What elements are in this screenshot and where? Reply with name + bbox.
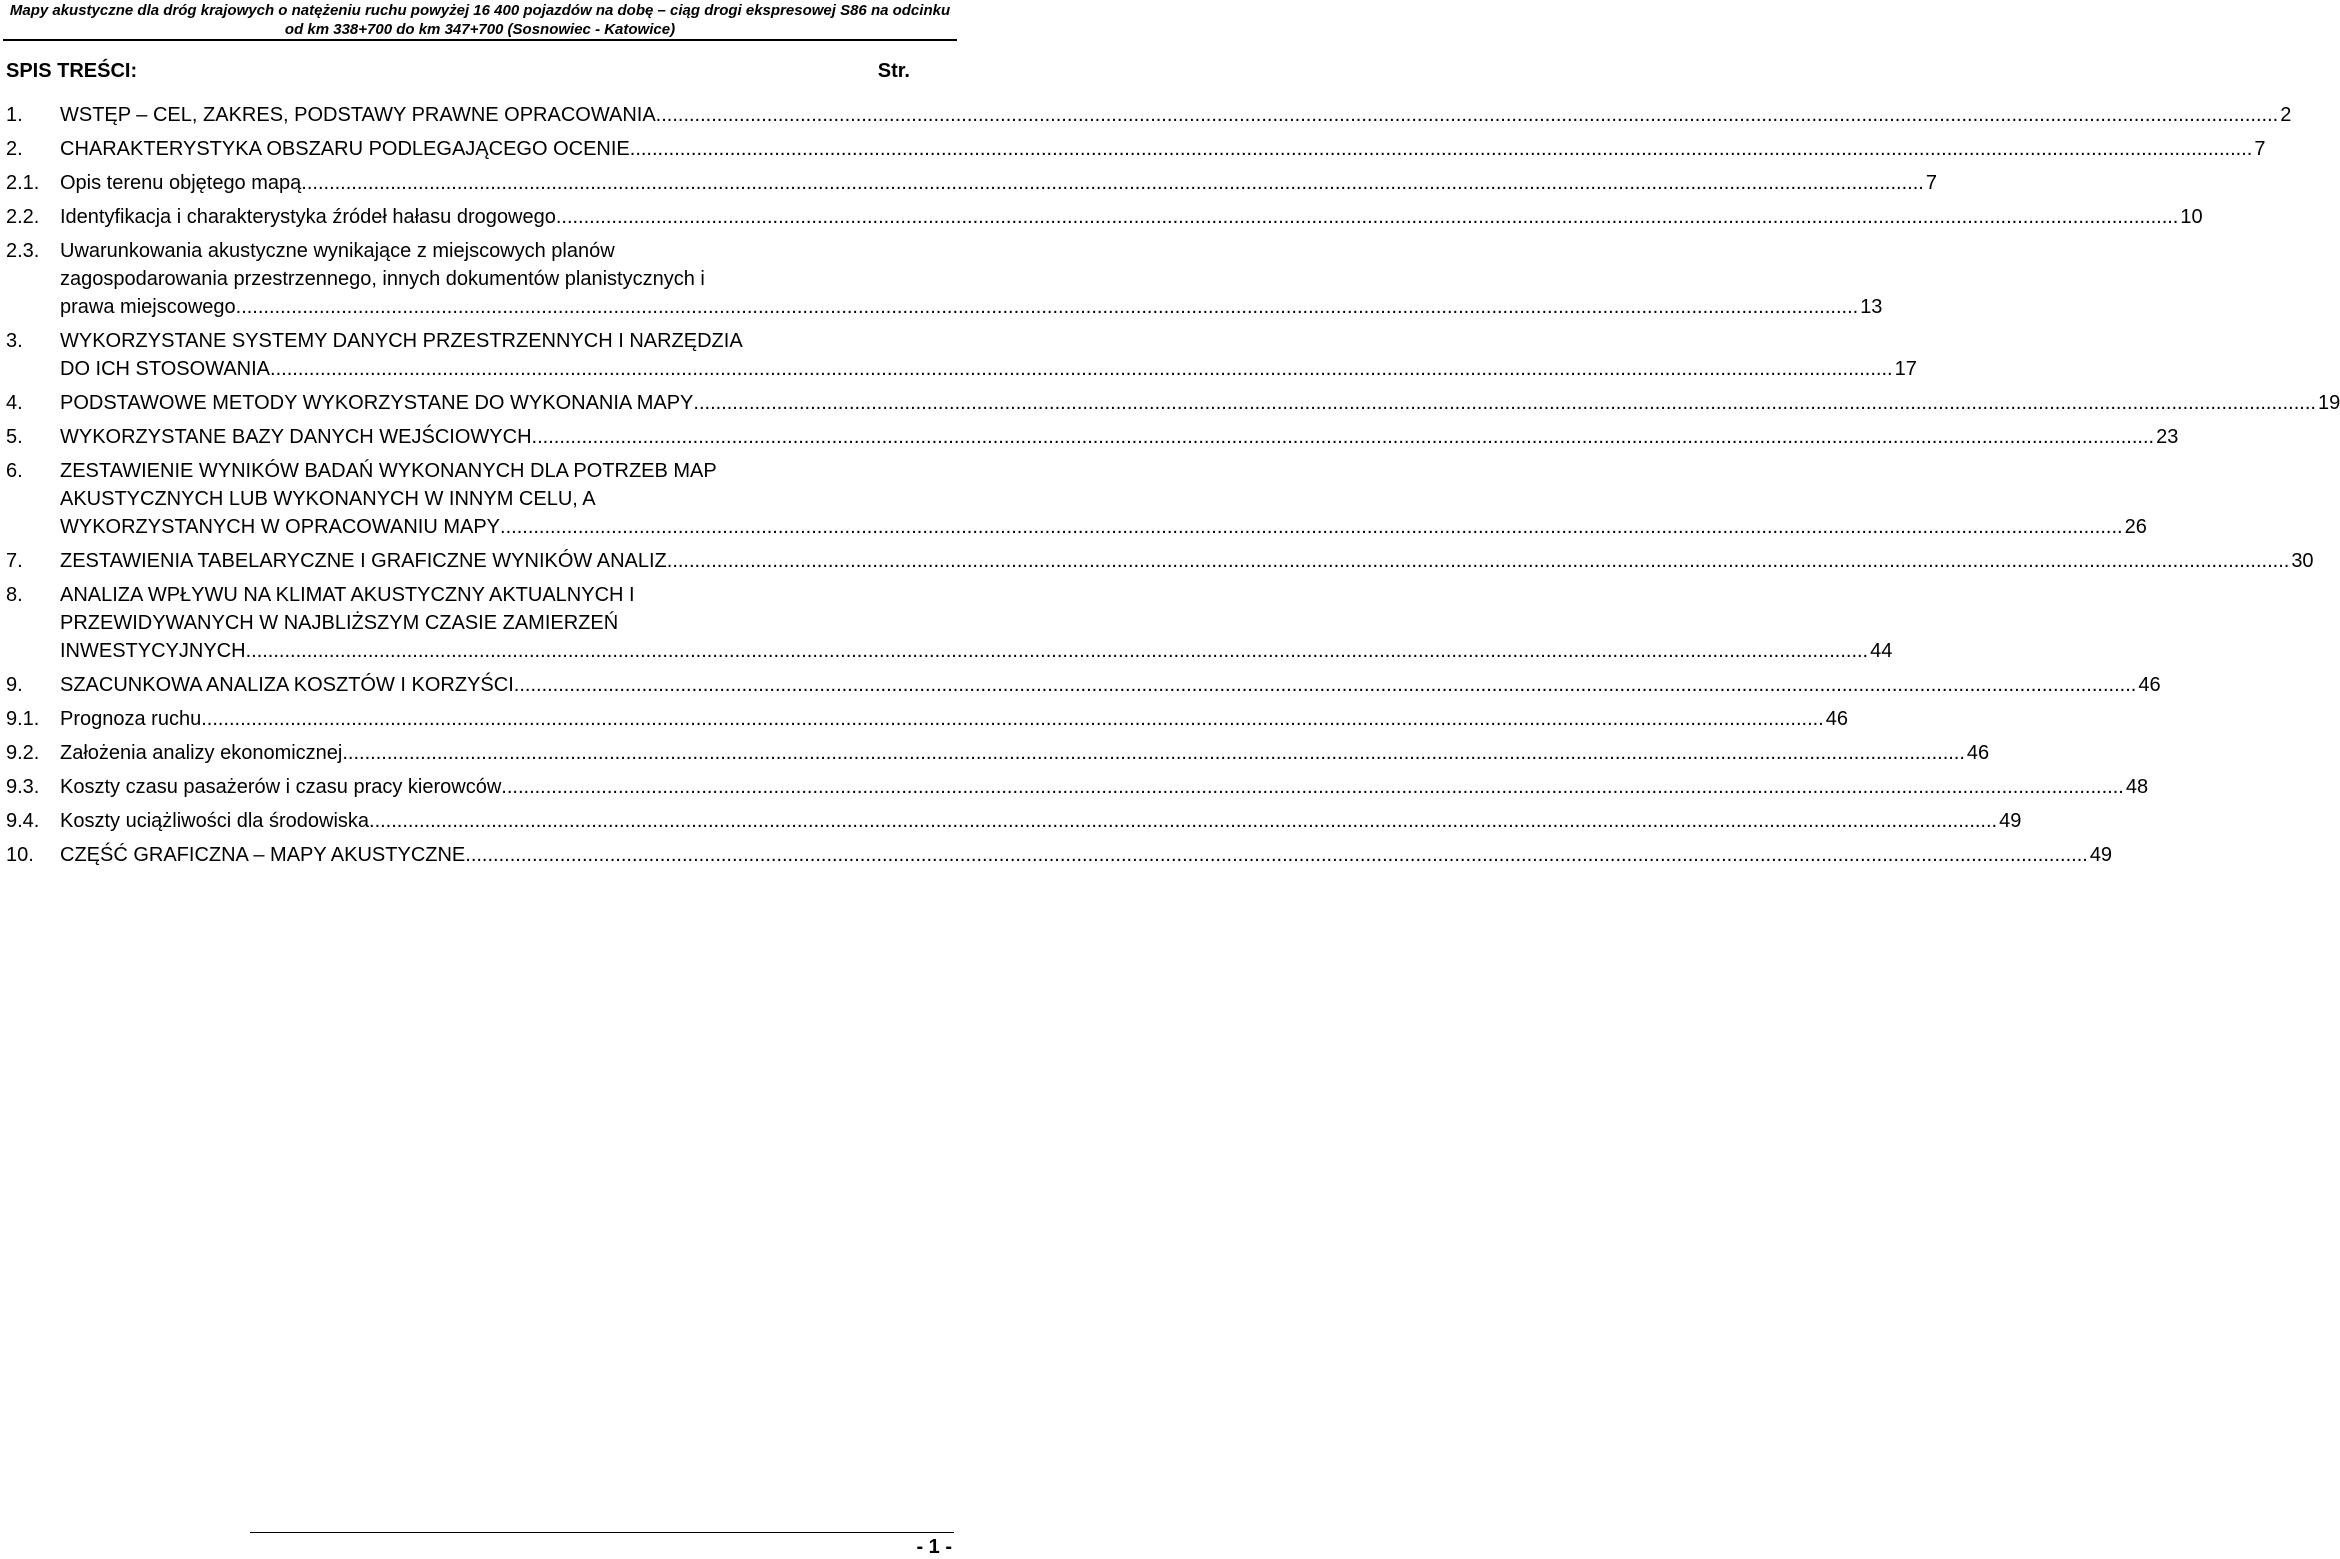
toc-entry-page: 49 — [1999, 810, 2022, 832]
toc-entry-title: DO ICH STOSOWANIA — [60, 358, 271, 380]
toc-entry-body — [60, 841, 2113, 869]
toc-entry-body — [60, 671, 2161, 699]
dot-leader — [375, 807, 1998, 835]
toc-entry-leader-line — [60, 389, 2340, 417]
toc-entry-text-line: AKUSTYCZNYCH LUB WYKONANYCH W INNYM CELU, A — [60, 488, 596, 510]
toc-entry[interactable] — [6, 169, 1937, 197]
dot-leader — [501, 773, 2124, 801]
toc-entry[interactable] — [6, 671, 2161, 699]
toc-entry-number: 8. — [6, 584, 23, 606]
toc-entry-leader-line — [60, 169, 1937, 197]
dot-leader — [630, 135, 2253, 163]
toc-title: SPIS TREŚCI: — [6, 60, 138, 82]
toc-entry-number: 2.3. — [6, 240, 40, 262]
toc-entry-title: WSTĘP – CEL, ZAKRES, PODSTAWY PRAWNE OPRACOWANIA — [60, 104, 656, 126]
toc-entry-leader-line — [60, 293, 1883, 321]
toc-entry-page: 17 — [1894, 358, 1917, 380]
toc-entry-number: 9. — [6, 674, 23, 696]
toc-entry[interactable] — [6, 389, 2340, 417]
toc-entry-text-line: Uwarunkowania akustyczne wynikające z miejscowych planów — [60, 240, 615, 262]
toc-entry-leader-line — [60, 513, 2147, 541]
toc-entry-body — [60, 135, 2266, 163]
toc-entry-body — [60, 807, 2022, 835]
toc-entry-page: 23 — [2156, 426, 2179, 448]
running-header-line-2: od km 338+700 do km 347+700 (Sosnowiec - Katowice) — [284, 21, 676, 38]
toc-entry-page: 49 — [2089, 844, 2113, 866]
toc-entry-title: prawa miejscowego — [60, 296, 236, 318]
toc-entry-text-line: PRZEWIDYWANYCH W NAJBLIŻSZYM CZASIE ZAMIERZEŃ — [60, 612, 619, 634]
dot-leader — [667, 547, 2290, 575]
toc-entry-body — [60, 773, 2149, 801]
toc-entry-leader-line — [60, 101, 2292, 129]
toc-entry-page: 2 — [2280, 104, 2292, 126]
toc-entry-number: 10. — [6, 844, 34, 866]
toc-entry-body — [60, 547, 2314, 575]
toc-entry-title: WYKORZYSTANE BAZY DANYCH WEJŚCIOWYCH — [60, 426, 532, 448]
toc-entry-leader-line — [60, 739, 1990, 767]
toc-entry-text-line: ANALIZA WPŁYWU NA KLIMAT AKUSTYCZNY AKTUALNYCH I — [60, 584, 635, 606]
toc-entry-page: 19 — [2317, 392, 2340, 414]
toc-entry-number: 6. — [6, 460, 23, 482]
toc-entry[interactable] — [6, 101, 2292, 129]
dot-leader — [514, 671, 2137, 699]
toc-entry-title: PODSTAWOWE METODY WYKORZYSTANE DO WYKONANIA MAPY — [60, 392, 694, 414]
dot-leader — [532, 423, 2155, 451]
toc-page-column-label: Str. — [877, 60, 910, 82]
dot-leader — [270, 355, 1893, 383]
toc-entry-page: 30 — [2291, 550, 2314, 572]
footer-divider — [250, 1532, 954, 1533]
toc-entry-leader-line — [60, 773, 2149, 801]
toc-entry-leader-line — [60, 841, 2113, 869]
toc-entry-text-line: zagospodarowania przestrzennego, innych dokumentów planistycznych i — [60, 268, 705, 290]
toc-entry-number: 2.1. — [6, 172, 40, 194]
toc-entry-title: Identyfikacja i charakterystyka źródeł hałasu drogowego — [60, 206, 556, 228]
toc-entry-title: Opis terenu objętego mapą — [60, 172, 302, 194]
toc-entry-leader-line — [60, 547, 2314, 575]
toc-entry[interactable] — [6, 841, 2113, 869]
toc-entry-number: 1. — [6, 104, 23, 126]
dot-leader — [465, 841, 2088, 869]
dot-leader — [342, 739, 1965, 767]
header-divider — [3, 39, 957, 41]
toc-entry-leader-line — [60, 203, 2203, 231]
toc-entry-body — [60, 581, 1893, 665]
toc-entry[interactable] — [6, 203, 2203, 231]
toc-entry-number: 3. — [6, 330, 23, 352]
toc-entry-page: 44 — [1870, 640, 1893, 662]
toc-entry-page: 13 — [1860, 296, 1883, 318]
toc-entry-number: 9.4. — [6, 810, 40, 832]
toc-entry-leader-line — [60, 355, 1917, 383]
toc-entry[interactable] — [6, 581, 1893, 665]
toc-entry-leader-line — [60, 671, 2161, 699]
toc-entry-number: 4. — [6, 392, 23, 414]
toc-entry-title: WYKORZYSTANYCH W OPRACOWANIU MAPY — [60, 516, 501, 538]
toc-entry-text-line: WYKORZYSTANE SYSTEMY DANYCH PRZESTRZENNYCH I NARZĘDZIA — [60, 330, 743, 352]
dot-leader — [693, 389, 2316, 417]
toc-entry-title: ZESTAWIENIA TABELARYCZNE I GRAFICZNE WYNIKÓW ANALIZ — [60, 550, 667, 572]
toc-entry-body — [60, 169, 1937, 197]
toc-entry[interactable] — [6, 327, 1917, 383]
toc-entry-text-line: ZESTAWIENIE WYNIKÓW BADAŃ WYKONANYCH DLA POTRZEB MAP — [60, 460, 717, 482]
toc-entry-leader-line — [60, 135, 2266, 163]
toc-entry-title: SZACUNKOWA ANALIZA KOSZTÓW I KORZYŚCI — [60, 674, 514, 696]
toc-entry-body — [60, 101, 2292, 129]
dot-leader — [301, 169, 1924, 197]
toc-entry[interactable] — [6, 135, 2266, 163]
toc-entry-body — [60, 327, 1917, 383]
toc-entry[interactable] — [6, 237, 1883, 321]
toc-entry-body — [60, 389, 2340, 417]
toc-entry[interactable] — [6, 423, 2179, 451]
toc-entry-leader-line — [60, 807, 2022, 835]
toc-entry-title: Koszty uciążliwości dla środowiska. — [60, 810, 375, 832]
running-header-line-1: Mapy akustyczne dla dróg krajowych o natężeniu ruchu powyżej 16 400 pojazdów na dobę – ciąg drogi ekspresowej S86 na odcinku — [9, 2, 951, 19]
toc-entry-number: 9.2. — [6, 742, 40, 764]
dot-leader — [500, 513, 2123, 541]
toc-entry-page: 46 — [2138, 674, 2161, 696]
toc-entry-number: 2.2. — [6, 206, 40, 228]
toc-entry-body — [60, 457, 2147, 541]
toc-entry-title: Założenia analizy ekonomicznej — [60, 742, 343, 764]
toc-entry-body — [60, 739, 1990, 767]
toc-entry[interactable] — [6, 457, 2147, 541]
toc-entry-leader-line — [60, 637, 1893, 665]
toc-entry-title: Prognoza ruchu — [60, 708, 202, 730]
page-number: - 1 - — [916, 1536, 952, 1558]
dot-leader — [246, 637, 1869, 665]
toc-entry-title: CZĘŚĆ GRAFICZNA – MAPY AKUSTYCZNE — [60, 844, 466, 866]
toc-entry-number: 7. — [6, 550, 23, 572]
toc-entry-title: Koszty czasu pasażerów i czasu pracy kierowców — [60, 776, 502, 798]
toc-entry-number: 9.3. — [6, 776, 40, 798]
toc-entry-page: 46 — [1825, 708, 1848, 730]
toc-entry-body — [60, 423, 2179, 451]
table-of-contents — [6, 101, 2340, 875]
dot-leader — [236, 293, 1859, 321]
toc-entry-body — [60, 237, 1883, 321]
toc-entry-page: 46 — [1966, 742, 1990, 764]
toc-entry-page: 10 — [2180, 206, 2203, 228]
toc-entry-title: INWESTYCYJNYCH — [60, 640, 246, 662]
toc-entry-number: 9.1. — [6, 708, 40, 730]
toc-entry-title: CHARAKTERYSTYKA OBSZARU PODLEGAJĄCEGO OCENIE — [60, 138, 630, 160]
dot-leader — [201, 705, 1824, 733]
dot-leader — [656, 101, 2279, 129]
toc-entry-number: 5. — [6, 426, 23, 448]
toc-entry-page: 26 — [2124, 516, 2147, 538]
toc-entry-page: 7 — [2254, 138, 2266, 160]
toc-entry-number: 2. — [6, 138, 23, 160]
toc-entry-page: 7 — [1925, 172, 1937, 194]
toc-entry-body — [60, 203, 2203, 231]
toc-entry-page: 48 — [2125, 776, 2149, 798]
toc-entry-body — [60, 705, 1848, 733]
toc-entry-leader-line — [60, 705, 1848, 733]
toc-entry[interactable] — [6, 807, 2022, 835]
toc-entry[interactable] — [6, 705, 1848, 733]
toc-entry[interactable] — [6, 547, 2314, 575]
toc-entry[interactable] — [6, 773, 2149, 801]
dot-leader — [556, 203, 2179, 231]
toc-entry-leader-line — [60, 423, 2179, 451]
running-header — [0, 0, 960, 41]
toc-entry[interactable] — [6, 739, 1990, 767]
